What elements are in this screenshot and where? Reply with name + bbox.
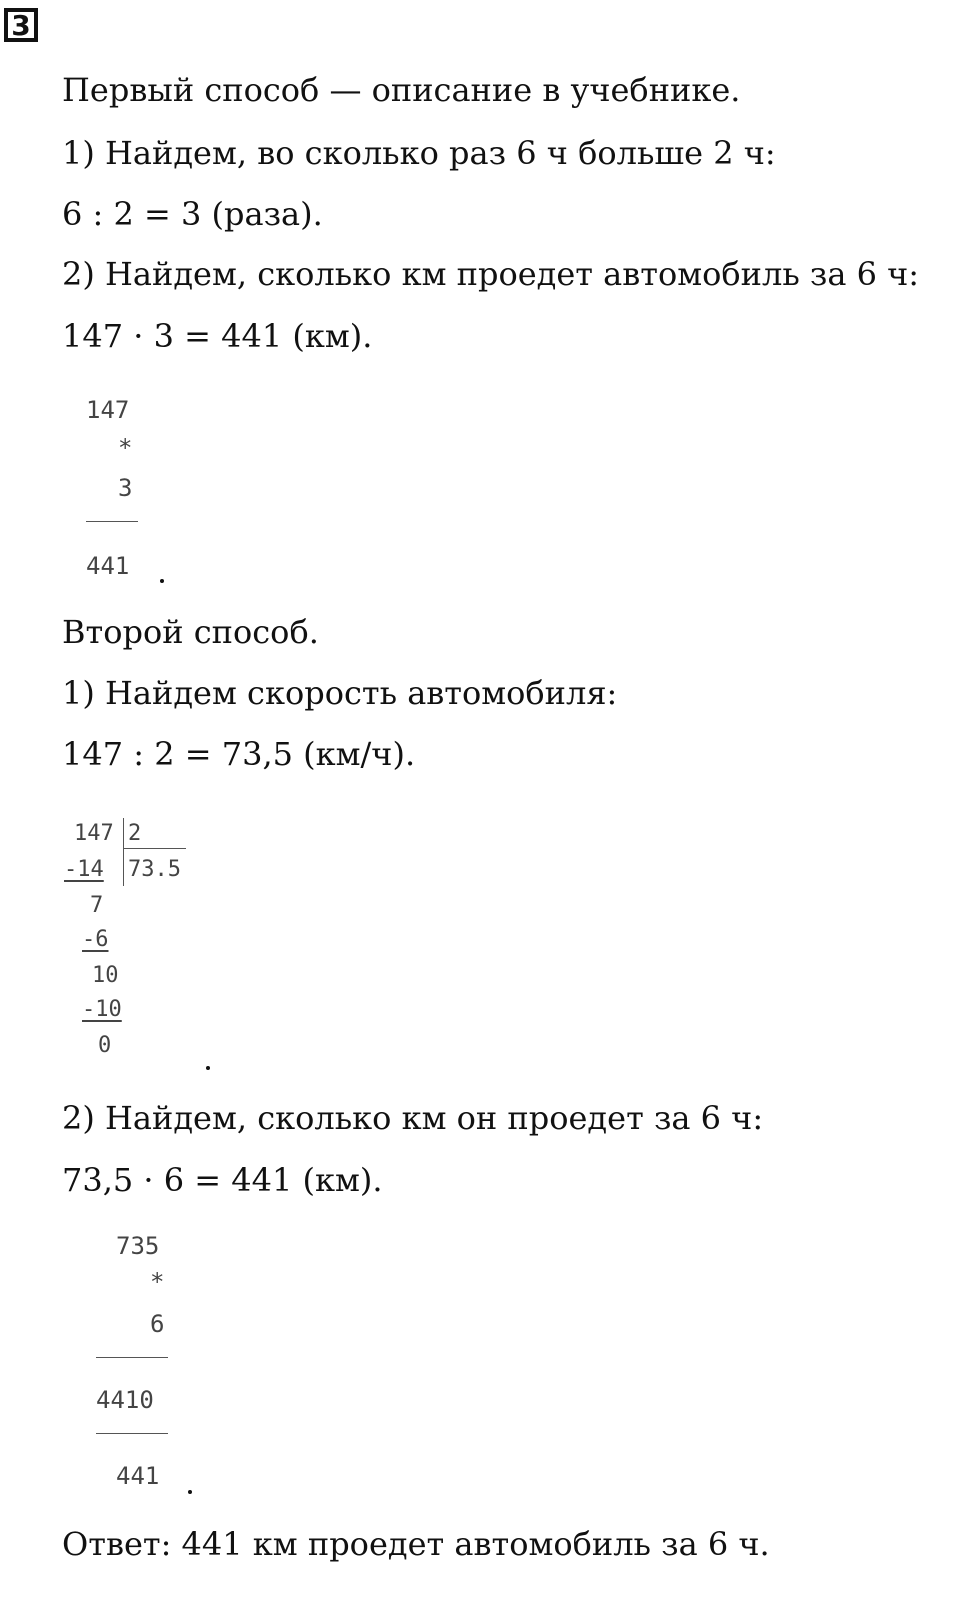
calc1-factor-b: 3	[118, 474, 133, 502]
calc1-rule	[86, 521, 138, 522]
division-vertical-rule	[123, 818, 124, 886]
division-subtract-3: -10	[82, 997, 122, 1022]
calc1-operator: *	[118, 434, 133, 462]
text-line-step-2: 2) Найдем, сколько км проедет автомобиль за 6 ч:	[62, 255, 920, 293]
division-dividend: 147	[74, 821, 114, 846]
calc2-factor-a: 735	[116, 1232, 160, 1260]
division-remainder-3: 0	[98, 1033, 112, 1058]
division-remainder-1: 7	[90, 893, 104, 918]
task-number-badge: 3	[4, 8, 38, 42]
calc1-period	[160, 579, 164, 583]
division-subtract-2: -6	[82, 927, 109, 952]
text-line-first-method: Первый способ — описание в учебнике.	[62, 71, 741, 109]
calc2-rule-1	[96, 1357, 168, 1358]
division-period	[206, 1066, 210, 1070]
answer-line: Ответ: 441 км проедет автомобиль за 6 ч.	[62, 1525, 770, 1563]
calc1-factor-a: 147	[86, 396, 130, 424]
text-line-second-method: Второй способ.	[62, 613, 319, 651]
division-subtract-1: -14	[64, 857, 104, 882]
text-line-distance-step: 2) Найдем, сколько км он проедет за 6 ч:	[62, 1099, 764, 1137]
calc2-period	[188, 1490, 192, 1494]
calc2-partial: 4410	[96, 1386, 154, 1414]
calc2-rule-2	[96, 1433, 168, 1434]
calc2-result: 441	[116, 1462, 160, 1490]
calc1-result: 441	[86, 552, 130, 580]
equation-speed: 147 : 2 = 73,5 (км/ч).	[62, 735, 416, 773]
calc2-factor-b: 6	[150, 1310, 165, 1338]
equation-ratio: 6 : 2 = 3 (раза).	[62, 195, 323, 233]
text-line-speed-step: 1) Найдем скорость автомобиля:	[62, 674, 618, 712]
division-quotient: 73.5	[128, 857, 181, 882]
equation-distance-2: 73,5 · 6 = 441 (км).	[62, 1161, 383, 1199]
division-remainder-2: 10	[92, 963, 119, 988]
text-line-step-1: 1) Найдем, во сколько раз 6 ч больше 2 ч:	[62, 134, 776, 172]
calc2-operator: *	[150, 1268, 165, 1296]
division-divisor-rule	[124, 848, 186, 849]
equation-distance: 147 · 3 = 441 (км).	[62, 317, 373, 355]
division-divisor: 2	[128, 821, 142, 846]
